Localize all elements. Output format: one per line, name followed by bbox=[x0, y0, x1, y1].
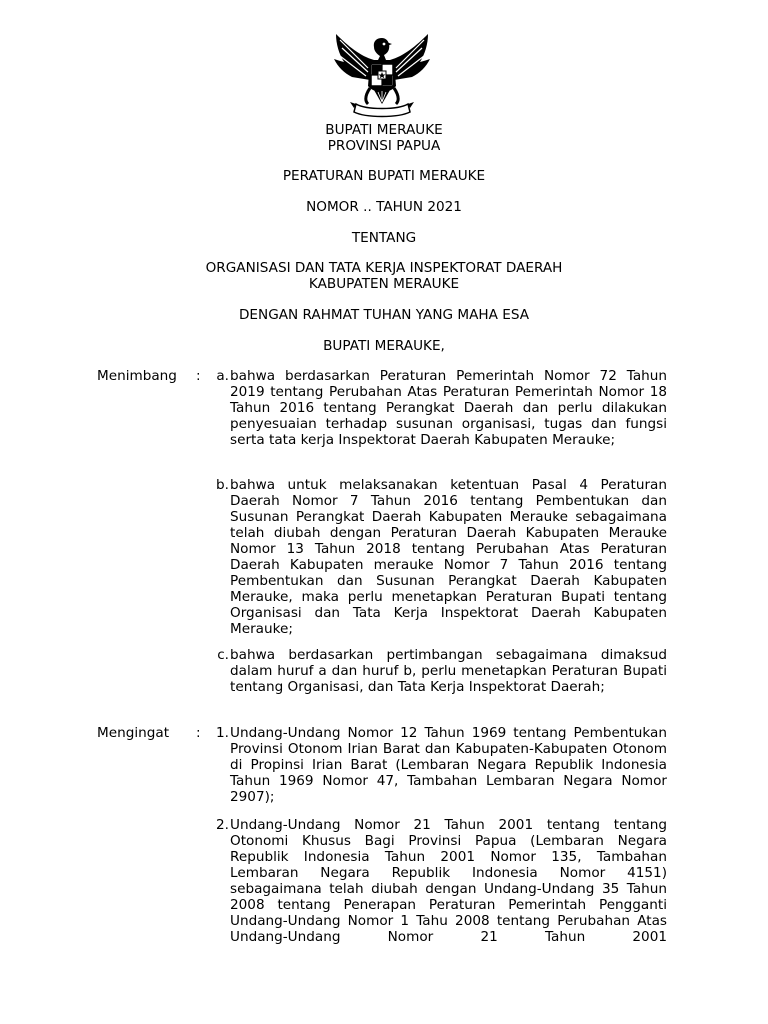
regulation-title: PERATURAN BUPATI MERAUKE bbox=[282, 168, 486, 184]
mengingat-item-1: Undang-Undang Nomor 12 Tahun 1969 tentang Pembentukan Provinsi Otonom Irian Barat dan Kabupaten-Kabupaten Otonom di Propinsi Irian Barat (Lembaran Negara Republik Indonesia Tahun 1969 Nomor 47, Tambahan Lembaran Negara Nomor 2907); bbox=[230, 725, 667, 805]
menimbang-colon: : bbox=[196, 368, 201, 384]
regulation-number: NOMOR .. TAHUN 2021 bbox=[306, 199, 462, 215]
mengingat-colon: : bbox=[196, 725, 201, 741]
issuer-line: BUPATI MERAUKE, bbox=[323, 338, 445, 354]
blessing-line: DENGAN RAHMAT TUHAN YANG MAHA ESA bbox=[238, 307, 530, 323]
subject-line-2: KABUPATEN MERAUKE bbox=[308, 276, 460, 292]
mengingat-item-2: Undang-Undang Nomor 21 Tahun 2001 tentang tentang Otonomi Khusus Bagi Provinsi Papua (Lembaran Negara Republik Indonesia Tahun 2001 Nomor 135, Tambahan Lembaran Negara Republik Indonesia Nomor 4151) sebagaimana telah diubah dengan Undang-Undang 35 Tahun 2008 tentang Penerapan Peraturan Pemerintah Pengganti Undang-Undang Nomor 1 Tahu 2008 tentang Perubahan Atas Undang-Undang Nomor 21 Tahun 2001 bbox=[230, 817, 667, 945]
item-marker-1: 1. bbox=[216, 725, 229, 741]
item-marker-c: c. bbox=[217, 647, 229, 663]
regent-title: BUPATI MERAUKE bbox=[325, 122, 443, 138]
item-marker-a: a. bbox=[216, 368, 229, 384]
province-title: PROVINSI PAPUA bbox=[327, 138, 441, 154]
menimbang-item-c: bahwa berdasarkan pertimbangan sebagaimana dimaksud dalam huruf a dan huruf b, perlu menetapkan Peraturan Bupati tentang Organisasi, dan Tata Kerja Inspektorat Daerah; bbox=[230, 647, 667, 695]
menimbang-item-a: bahwa berdasarkan Peraturan Pemerintah Nomor 72 Tahun 2019 tentang Perubahan Atas Peraturan Pemerintah Nomor 18 Tahun 2016 tentang Perangkat Daerah dan perlu dilakukan penyesuaian terhadap susunan organisasi, tugas dan fungsi serta tata kerja Inspektorat Daerah Kabupaten Merauke; bbox=[230, 368, 667, 448]
menimbang-item-b: bahwa untuk melaksanakan ketentuan Pasal 4 Peraturan Daerah Nomor 7 Tahun 2016 tentang Pembentukan dan Susunan Perangkat Daerah Kabupaten Merauke sebagaimana telah diubah dengan Peraturan Daerah Kabupaten Merauke Nomor 13 Tahun 2018 tentang Perubahan Atas Peraturan Daerah Kabupaten merauke Nomor 7 Tahun 2016 tentang Pembentukan dan Susunan Perangkat Daerah Kabupaten Merauke, maka perlu menetapkan Peraturan Bupati tentang Organisasi dan Tata Kerja Inspektorat Daerah Kabupaten Merauke; bbox=[230, 477, 667, 637]
item-marker-b: b. bbox=[216, 477, 229, 493]
about-heading: TENTANG bbox=[351, 230, 417, 246]
garuda-emblem bbox=[330, 30, 434, 120]
subject-line-1: ORGANISASI DAN TATA KERJA INSPEKTORAT DAERAH bbox=[205, 260, 563, 276]
menimbang-label: Menimbang bbox=[97, 368, 177, 384]
item-marker-2: 2. bbox=[216, 817, 229, 833]
mengingat-label: Mengingat bbox=[97, 725, 170, 741]
